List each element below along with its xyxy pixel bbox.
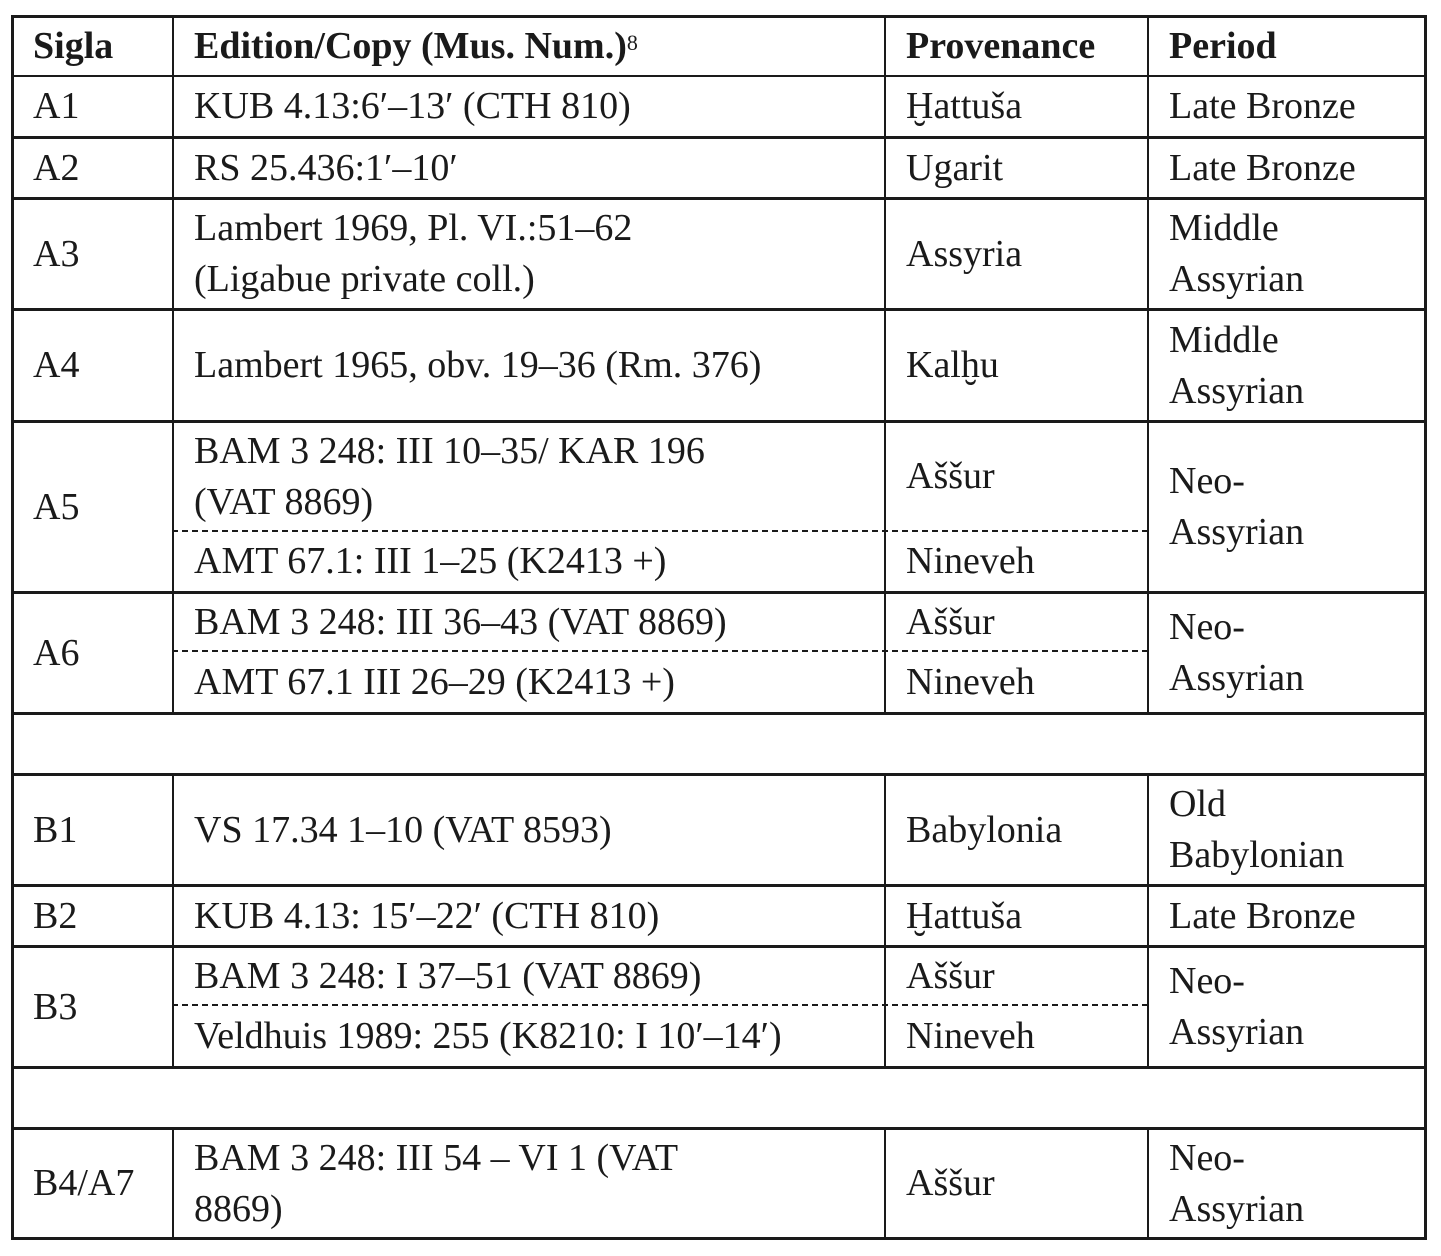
- cell-provenance: Aššur: [906, 600, 995, 643]
- header-edition: Edition/Copy (Mus. Num.) $^8$: [172, 17, 884, 75]
- cell-edition: AMT 67.1 III 26–29 (K2413 +): [194, 660, 675, 703]
- sigla-table: [11, 15, 1427, 1240]
- cell-provenance: Ugarit: [906, 146, 1004, 189]
- cell-provenance: Nineveh: [906, 660, 1035, 703]
- cell-sigla: A5: [33, 485, 80, 528]
- cell-sigla: A2: [33, 146, 80, 189]
- cell-edition: BAM 3 248: III 54 – VI 1 (VAT 8869): [194, 1136, 679, 1230]
- cell-sigla: B3: [33, 985, 78, 1028]
- cell-edition: KUB 4.13: 15ʹ–22ʹ (CTH 810): [194, 894, 660, 937]
- cell-provenance: Ḫattuša: [906, 894, 1023, 937]
- cell-edition: Lambert 1965, obv. 19–36 (Rm. 376): [194, 344, 762, 386]
- cell-provenance: Nineveh: [906, 540, 1035, 582]
- cell-sigla: A3: [33, 232, 80, 275]
- cell-edition: RS 25.436:1ʹ–10ʹ: [194, 146, 458, 189]
- header-period: Period: [1169, 24, 1277, 67]
- cell-edition: AMT 67.1: III 1–25 (K2413 +): [194, 540, 667, 582]
- cell-edition: BAM 3 248: III 10–35/ KAR 196 (VAT 8869): [194, 429, 705, 523]
- cell-sigla: B4/A7: [33, 1162, 135, 1204]
- cell-period: Late Bronze: [1169, 146, 1356, 189]
- cell-period: Late Bronze: [1169, 85, 1356, 127]
- row-divider: [11, 712, 1427, 715]
- table-border-bottom: [11, 1237, 1427, 1240]
- row-divider: [11, 1066, 1427, 1069]
- cell-provenance: Aššur: [906, 954, 995, 997]
- cell-provenance: Babylonia: [906, 808, 1063, 851]
- footnote-marker: 8: [626, 29, 638, 55]
- cell-sigla: A1: [33, 85, 80, 127]
- cell-provenance: Kalḫu: [906, 344, 999, 386]
- cell-period: Neo- Assyrian: [1169, 606, 1305, 699]
- cell-period: Middle Assyrian: [1169, 318, 1305, 412]
- cell-period: Neo- Assyrian: [1169, 460, 1305, 553]
- cell-provenance: Aššur: [906, 455, 995, 497]
- cell-provenance: Aššur: [906, 1162, 995, 1204]
- cell-provenance: Ḫattuša: [906, 85, 1023, 127]
- cell-sigla: B2: [33, 894, 78, 937]
- cell-edition: Veldhuis 1989: 255 (K8210: I 10ʹ–14ʹ): [194, 1014, 782, 1057]
- cell-sigla: A4: [33, 344, 80, 386]
- cell-period: Late Bronze: [1169, 894, 1356, 937]
- cell-sigla: B1: [33, 808, 78, 851]
- cell-period: Neo- Assyrian: [1169, 1136, 1305, 1230]
- cell-edition: BAM 3 248: III 36–43 (VAT 8869): [194, 600, 727, 643]
- header-sigla: Sigla: [33, 24, 114, 67]
- header-provenance: Provenance: [906, 24, 1096, 67]
- cell-period: Middle Assyrian: [1169, 207, 1305, 300]
- cell-provenance: Nineveh: [906, 1014, 1035, 1057]
- cell-sigla: A6: [33, 631, 80, 674]
- cell-period: Neo- Assyrian: [1169, 960, 1305, 1053]
- cell-edition: KUB 4.13:6ʹ–13ʹ (CTH 810): [194, 85, 631, 127]
- cell-edition: Lambert 1969, Pl. VI.:51–62 (Ligabue private coll.): [194, 207, 633, 300]
- cell-edition: VS 17.34 1–10 (VAT 8593): [194, 808, 612, 851]
- cell-provenance: Assyria: [906, 232, 1023, 275]
- cell-edition: BAM 3 248: I 37–51 (VAT 8869): [194, 954, 702, 997]
- cell-period: Old Babylonian: [1169, 783, 1345, 876]
